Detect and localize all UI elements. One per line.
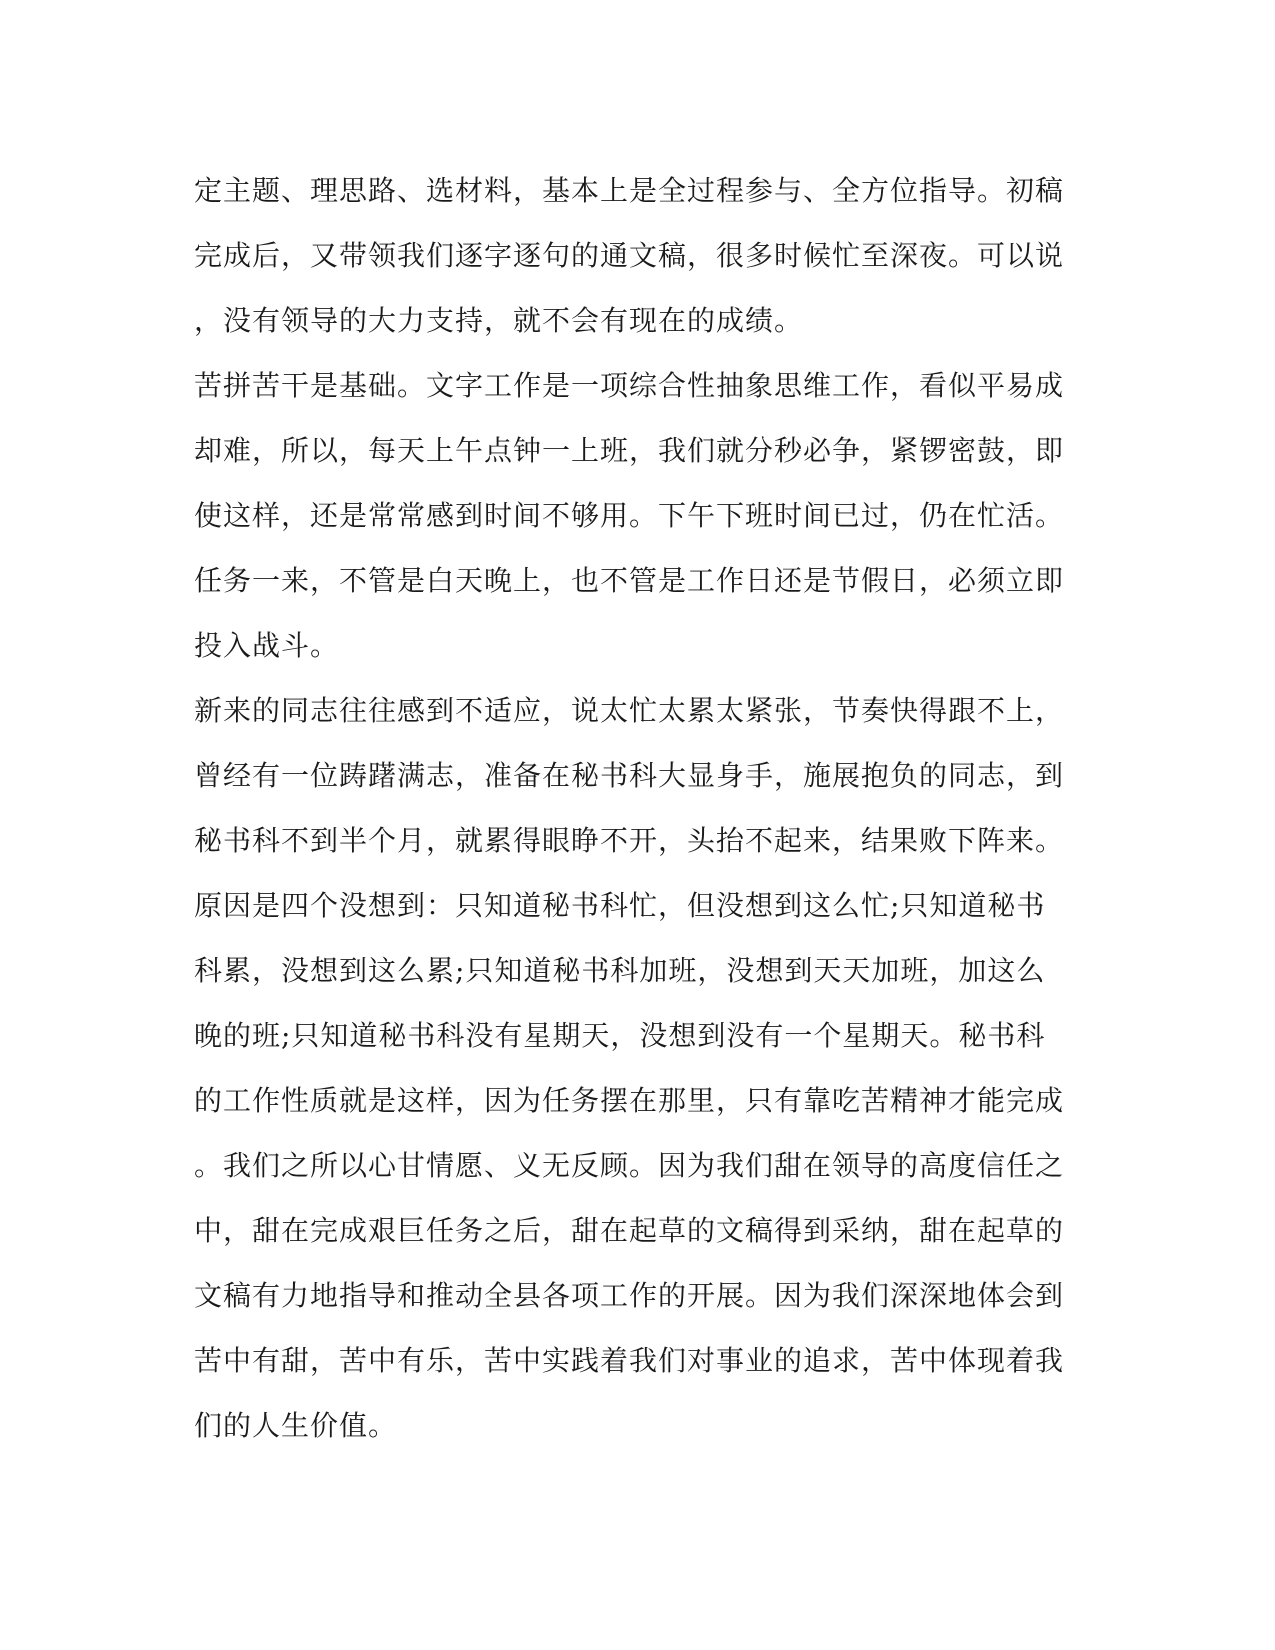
text-line: 。我们之所以心甘情愿、义无反顾。因为我们甜在领导的高度信任之 (194, 1149, 1065, 1182)
text-line: 苦中有甜，苦中有乐，苦中实践着我们对事业的追求，苦中体现着我 (194, 1344, 1065, 1377)
text-line: ，没有领导的大力支持，就不会有现在的成绩。 (194, 304, 804, 337)
text-line: 晚的班;只知道秘书科没有星期天，没想到没有一个星期天。秘书科 (194, 1019, 1046, 1052)
text-line: 中，甜在完成艰巨任务之后，甜在起草的文稿得到采纳，甜在起草的 (194, 1214, 1065, 1247)
text-line: 原因是四个没想到：只知道秘书科忙，但没想到这么忙;只知道秘书 (194, 889, 1046, 922)
text-line: 却难，所以，每天上午点钟一上班，我们就分秒必争，紧锣密鼓，即 (194, 434, 1065, 467)
text-line: 曾经有一位踌躇满志，准备在秘书科大显身手，施展抱负的同志，到 (194, 759, 1065, 792)
text-line: 新来的同志往往感到不适应，说太忙太累太紧张，节奏快得跟不上， (194, 694, 1065, 727)
text-line: 秘书科不到半个月，就累得眼睁不开，头抬不起来，结果败下阵来。 (194, 824, 1065, 857)
text-line: 的工作性质就是这样，因为任务摆在那里，只有靠吃苦精神才能完成 (194, 1084, 1065, 1117)
text-line: 任务一来，不管是白天晚上，也不管是工作日还是节假日，必须立即 (194, 564, 1065, 597)
text-line: 文稿有力地指导和推动全县各项工作的开展。因为我们深深地体会到 (194, 1279, 1065, 1312)
text-line: 投入战斗。 (194, 629, 340, 662)
text-line: 使这样，还是常常感到时间不够用。下午下班时间已过，仍在忙活。 (194, 499, 1065, 532)
text-line: 们的人生价值。 (194, 1409, 398, 1442)
text-line: 完成后，又带领我们逐字逐句的通文稿，很多时候忙至深夜。可以说 (194, 239, 1065, 272)
text-line: 科累，没想到这么累;只知道秘书科加班，没想到天天加班，加这么 (194, 954, 1046, 987)
body-text (194, 158, 1074, 1458)
text-line: 苦拼苦干是基础。文字工作是一项综合性抽象思维工作，看似平易成 (194, 369, 1065, 402)
text-line: 定主题、理思路、选材料，基本上是全过程参与、全方位指导。初稿 (194, 174, 1065, 207)
